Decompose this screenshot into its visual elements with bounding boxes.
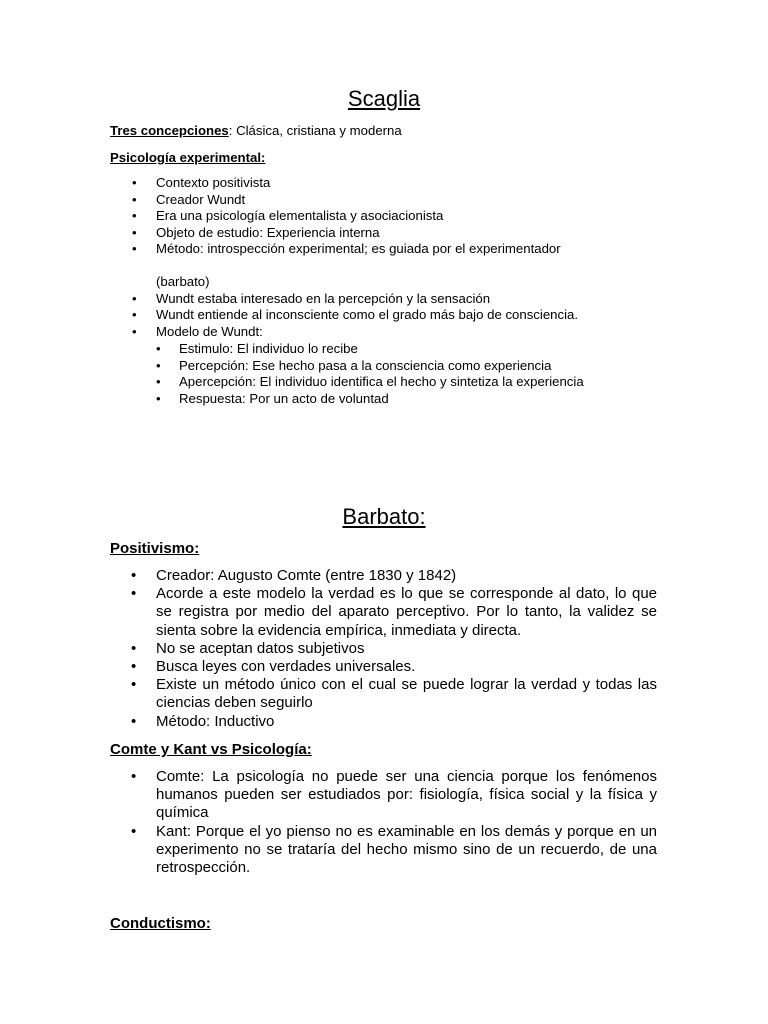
list-item: • Wundt entiende al inconsciente como el grado más bajo de consciencia.: [156, 307, 696, 324]
list-item: • Creador: Augusto Comte (entre 1830 y 1842): [156, 567, 657, 585]
list-item: • Modelo de Wundt:: [156, 324, 696, 341]
list-item: • Wundt estaba interesado en la percepción y la sensación: [156, 291, 696, 308]
list-item: • Existe un método único con el cual se puede lograr la verdad y todas las ciencias deben seguirlo: [156, 676, 657, 712]
list-item: • Objeto de estudio: Experiencia interna: [156, 225, 696, 242]
sub-list-item: • Respuesta: Por un acto de voluntad: [179, 391, 699, 408]
list-item: • No se aceptan datos subjetivos: [156, 640, 657, 658]
scaglia-title: Scaglia: [347, 86, 421, 111]
list-item-note: (barbato): [156, 273, 210, 289]
tres-concepciones-line: [110, 123, 402, 139]
tres-concepciones-text: : Clásica, cristiana y moderna: [228, 123, 402, 138]
list-item: • Era una psicología elementalista y asociacionista: [156, 208, 696, 225]
list-item: • Creador Wundt: [156, 192, 696, 209]
tres-concepciones-label: Tres concepciones: [110, 123, 229, 138]
wundt-model-sublist: [179, 341, 699, 407]
list-item: • Método: introspección experimental; es guiada por el experimentador: [156, 241, 696, 258]
sub-list-item: • Estimulo: El individuo lo recibe: [179, 341, 699, 358]
list-item: • Busca leyes con verdades universales.: [156, 658, 657, 676]
positivismo-list: [156, 567, 657, 731]
sub-list-item: • Apercepción: El individuo identifica el hecho y sintetiza la experiencia: [179, 374, 699, 391]
list-item: • Contexto positivista: [156, 175, 696, 192]
list-item: • Método: Inductivo: [156, 713, 657, 731]
list-item: • Kant: Porque el yo pienso no es examinable en los demás y porque en un experimento no se trataría del hecho mismo sino de un recuerdo, de una retrospección.: [156, 823, 657, 878]
comte-kant-heading: Comte y Kant vs Psicología:: [110, 741, 312, 758]
conductismo-heading: Conductismo:: [110, 915, 211, 932]
psicologia-experimental-heading: Psicología experimental:: [110, 150, 266, 165]
scaglia-list: [156, 175, 696, 340]
list-item: • Acorde a este modelo la verdad es lo que se corresponde al dato, lo que se registra por medio del aparato perceptivo. Por lo tanto, la validez se sienta sobre la evidencia empírica, inmediata y directa.: [156, 585, 657, 640]
positivismo-heading: Positivismo:: [110, 540, 200, 557]
barbato-title: Barbato:: [342, 504, 426, 529]
comte-kant-list: [156, 768, 657, 877]
list-item: • Comte: La psicología no puede ser una ciencia porque los fenómenos humanos pueden ser estudiados por: fisiología, física social y la física y química: [156, 768, 657, 823]
sub-list-item: • Percepción: Ese hecho pasa a la consciencia como experiencia: [179, 358, 699, 375]
